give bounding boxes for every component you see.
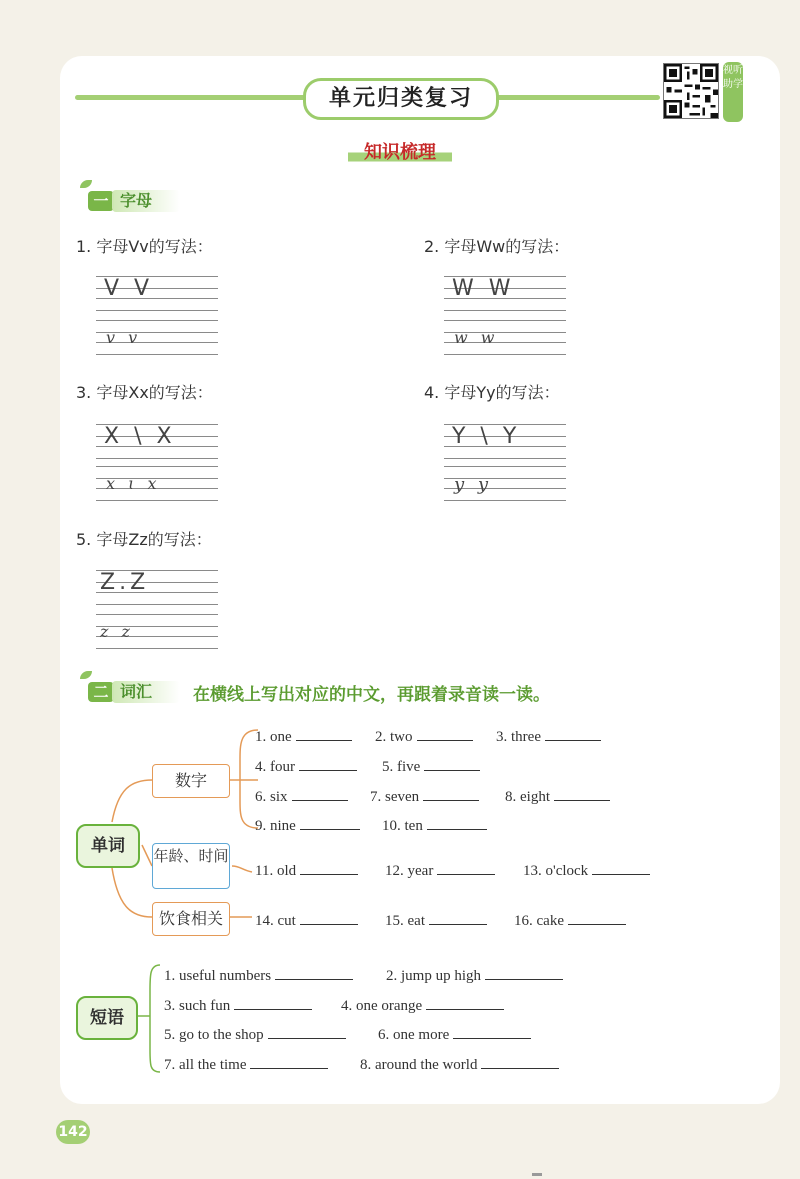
word-item: 13. o'clock [523, 860, 650, 880]
answer-blank[interactable] [481, 1054, 559, 1069]
section-number: 二 [88, 682, 114, 702]
phrase-item: 5. go to the shop [164, 1024, 346, 1044]
word-item: 11. old [255, 860, 358, 880]
word-item: 8. eight [505, 786, 610, 806]
group-food-node: 饮食相关 [152, 902, 230, 936]
answer-blank[interactable] [545, 726, 601, 741]
phrase-item: 4. one orange [341, 995, 504, 1015]
word-item: 3. three [496, 726, 601, 746]
word-item: 14. cut [255, 910, 358, 930]
answer-blank[interactable] [592, 860, 650, 875]
handwriting-lower: z z [100, 622, 134, 641]
phrase-item: 7. all the time [164, 1054, 328, 1074]
group-numbers-node: 数字 [152, 764, 230, 798]
section-label: 字母 [112, 190, 180, 212]
word-item: 4. four [255, 756, 357, 776]
answer-blank[interactable] [437, 860, 495, 875]
handwriting-upper: X \ X [104, 424, 176, 449]
phrase-item: 8. around the world [360, 1054, 559, 1074]
phrases-root-node: 短语 [76, 996, 138, 1040]
word-item: 9. nine [255, 815, 360, 835]
answer-blank[interactable] [275, 965, 353, 980]
words-root-node: 单词 [76, 824, 140, 868]
handwriting-lower: w w [454, 328, 499, 347]
phrase-item: 3. such fun [164, 995, 312, 1015]
handwriting-lower: x ɩ x [106, 474, 161, 493]
letter-title: 3. 字母Xx的写法： [76, 383, 213, 402]
word-item: 5. five [382, 756, 480, 776]
answer-blank[interactable] [300, 910, 358, 925]
phrase-item: 2. jump up high [386, 965, 563, 985]
word-item: 10. ten [382, 815, 487, 835]
handwriting-upper: V V [104, 276, 154, 301]
answer-blank[interactable] [417, 726, 473, 741]
answer-blank[interactable] [299, 756, 357, 771]
word-item: 2. two [375, 726, 473, 746]
handwriting-upper: Y \ Y [452, 424, 521, 449]
letter-title: 2. 字母Ww的写法： [424, 237, 570, 256]
handwriting-upper: Z.Z [100, 570, 150, 595]
letter-title: 5. 字母Zz的写法： [76, 530, 212, 549]
word-item: 12. year [385, 860, 495, 880]
knowledge-heading: 知识梳理 [348, 138, 452, 164]
answer-blank[interactable] [300, 815, 360, 830]
answer-blank[interactable] [292, 786, 348, 801]
letter-title: 1. 字母Vv的写法： [76, 237, 213, 256]
answer-blank[interactable] [568, 910, 626, 925]
answer-blank[interactable] [268, 1024, 346, 1039]
word-item: 6. six [255, 786, 348, 806]
qr-tag: 视听助学 [723, 62, 743, 122]
letter-title: 4. 字母Yy的写法： [424, 383, 560, 402]
handwriting-lower: y y [454, 474, 493, 495]
handwriting-upper: W W [452, 276, 515, 301]
crop-mark [532, 1173, 542, 1176]
answer-blank[interactable] [427, 815, 487, 830]
word-item: 7. seven [370, 786, 479, 806]
answer-blank[interactable] [426, 995, 504, 1010]
handwriting-lower: v v [106, 328, 142, 347]
word-item: 1. one [255, 726, 352, 746]
answer-blank[interactable] [429, 910, 487, 925]
word-item: 16. cake [514, 910, 626, 930]
group-age-time-node: 年龄、时间 [152, 843, 230, 889]
word-item: 15. eat [385, 910, 487, 930]
answer-blank[interactable] [300, 860, 358, 875]
page-number: 142 [56, 1120, 90, 1144]
answer-blank[interactable] [296, 726, 352, 741]
section-number: 一 [88, 191, 114, 211]
answer-blank[interactable] [234, 995, 312, 1010]
answer-blank[interactable] [423, 786, 479, 801]
answer-blank[interactable] [250, 1054, 328, 1069]
answer-blank[interactable] [554, 786, 610, 801]
section-instruction: 在横线上写出对应的中文，再跟着录音读一读。 [193, 685, 550, 705]
page-title: 单元归类复习 [303, 78, 499, 120]
phrase-item: 1. useful numbers [164, 965, 353, 985]
section-label: 词汇 [112, 681, 180, 703]
answer-blank[interactable] [424, 756, 480, 771]
phrase-item: 6. one more [378, 1024, 531, 1044]
answer-blank[interactable] [485, 965, 563, 980]
answer-blank[interactable] [453, 1024, 531, 1039]
